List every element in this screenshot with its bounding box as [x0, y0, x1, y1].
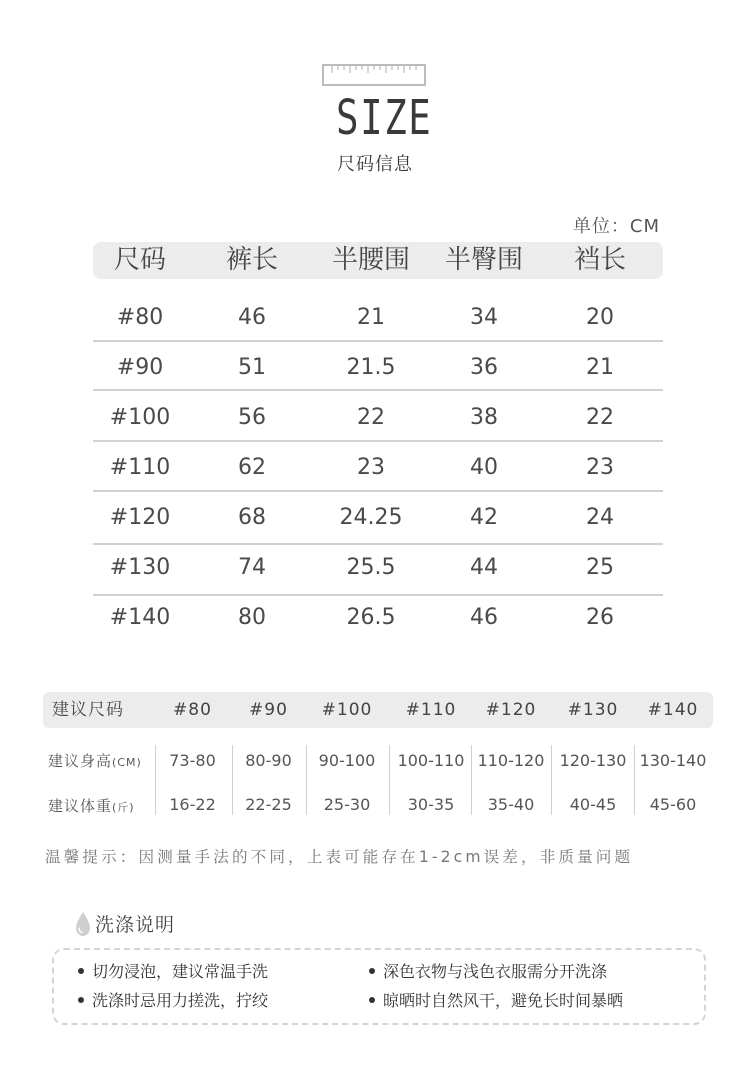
table-cell: 21 [357, 305, 385, 330]
table-cell: 23 [586, 455, 614, 480]
table-cell: 80 [238, 605, 266, 630]
table-cell: 21.5 [346, 355, 396, 380]
size-title: SIZE [336, 90, 433, 146]
table-cell: 22 [586, 405, 614, 430]
table-cell: 26 [586, 605, 614, 630]
col-header-length: 裤长 [225, 245, 278, 275]
table-cell: 23 [357, 455, 385, 480]
row-divider [93, 543, 663, 545]
col-header-hip: 半臀围 [444, 245, 523, 275]
measurement-tip: 温馨提示：因测量手法的不同，上表可能存在1-2cm误差，非质量问题 [45, 848, 634, 866]
row-divider [93, 440, 663, 442]
col-header-waist: 半腰围 [331, 245, 410, 275]
recommend-height: 120-130 [559, 751, 627, 770]
wash-title: 洗涤说明 [95, 914, 176, 936]
table-cell: #130 [109, 555, 171, 580]
row-divider [93, 389, 663, 391]
table-cell: 26.5 [346, 605, 396, 630]
table-cell: 22 [357, 405, 385, 430]
table-cell: 56 [238, 405, 266, 430]
table-cell: #90 [116, 355, 164, 380]
col-header-size: 尺码 [113, 245, 166, 275]
row-divider [93, 340, 663, 342]
recommend-size: #110 [405, 700, 457, 720]
recommend-size: #140 [647, 700, 699, 720]
table-cell: 38 [470, 405, 498, 430]
ruler-icon [322, 64, 426, 86]
recommend-weight: 25-30 [323, 795, 371, 814]
recommend-weight: 45-60 [649, 795, 697, 814]
column-divider [232, 745, 233, 815]
table-cell: 34 [470, 305, 498, 330]
wash-item: 深色衣物与浅色衣服需分开洗涤 [369, 960, 607, 984]
recommend-height: 80-90 [245, 751, 292, 770]
table-cell: 24.25 [339, 505, 403, 530]
table-cell: 51 [238, 355, 266, 380]
recommend-height: 90-100 [318, 751, 376, 770]
table-cell: 20 [586, 305, 614, 330]
col-header-rise: 裆长 [573, 245, 626, 275]
recommend-height: 100-110 [397, 751, 465, 770]
column-divider [306, 745, 307, 815]
recommend-weight: 40-45 [569, 795, 617, 814]
recommend-height: 73-80 [169, 751, 216, 770]
recommend-size: #80 [173, 700, 212, 720]
table-cell: 68 [238, 505, 266, 530]
table-cell: 44 [470, 555, 498, 580]
table-cell: 62 [238, 455, 266, 480]
column-divider [551, 745, 552, 815]
table-cell: #140 [109, 605, 171, 630]
row-divider [93, 594, 663, 596]
column-divider [634, 745, 635, 815]
recommend-weight: 30-35 [407, 795, 455, 814]
table-cell: 42 [470, 505, 498, 530]
row-divider [93, 490, 663, 492]
size-subtitle: 尺码信息 [337, 154, 413, 175]
column-divider [471, 745, 472, 815]
table-cell: #110 [109, 455, 171, 480]
table-cell: #120 [109, 505, 171, 530]
column-divider [389, 745, 390, 815]
recommend-weight: 22-25 [245, 795, 292, 814]
wash-item: 洗涤时忌用力搓洗，拧绞 [78, 989, 268, 1013]
height-label: 建议身高(CM) [48, 752, 142, 770]
table-cell: 46 [238, 305, 266, 330]
wash-item: 切勿浸泡，建议常温手洗 [78, 960, 268, 984]
table-cell: 25 [586, 555, 614, 580]
table-cell: #80 [116, 305, 164, 330]
table-cell: 46 [470, 605, 498, 630]
recommend-weight: 16-22 [169, 795, 216, 814]
recommend-size: #120 [485, 700, 537, 720]
table-cell: 40 [470, 455, 498, 480]
recommend-height: 130-140 [639, 751, 707, 770]
wash-item: 晾晒时自然风干，避免长时间暴晒 [369, 989, 623, 1013]
table-cell: 36 [470, 355, 498, 380]
table-cell: 74 [238, 555, 266, 580]
unit-label: 单位：CM [572, 216, 660, 237]
table-cell: 24 [586, 505, 614, 530]
recommend-size: #100 [321, 700, 373, 720]
column-divider [155, 745, 156, 815]
table-cell: 21 [586, 355, 614, 380]
recommend-size: #90 [249, 700, 288, 720]
weight-label: 建议体重(斤) [48, 797, 135, 815]
water-drop-icon [74, 911, 92, 937]
table-cell: 25.5 [346, 555, 396, 580]
recommend-size-label: 建议尺码 [52, 700, 124, 720]
recommend-size: #130 [567, 700, 619, 720]
table-cell: #100 [109, 405, 171, 430]
recommend-height: 110-120 [477, 751, 545, 770]
recommend-weight: 35-40 [487, 795, 535, 814]
